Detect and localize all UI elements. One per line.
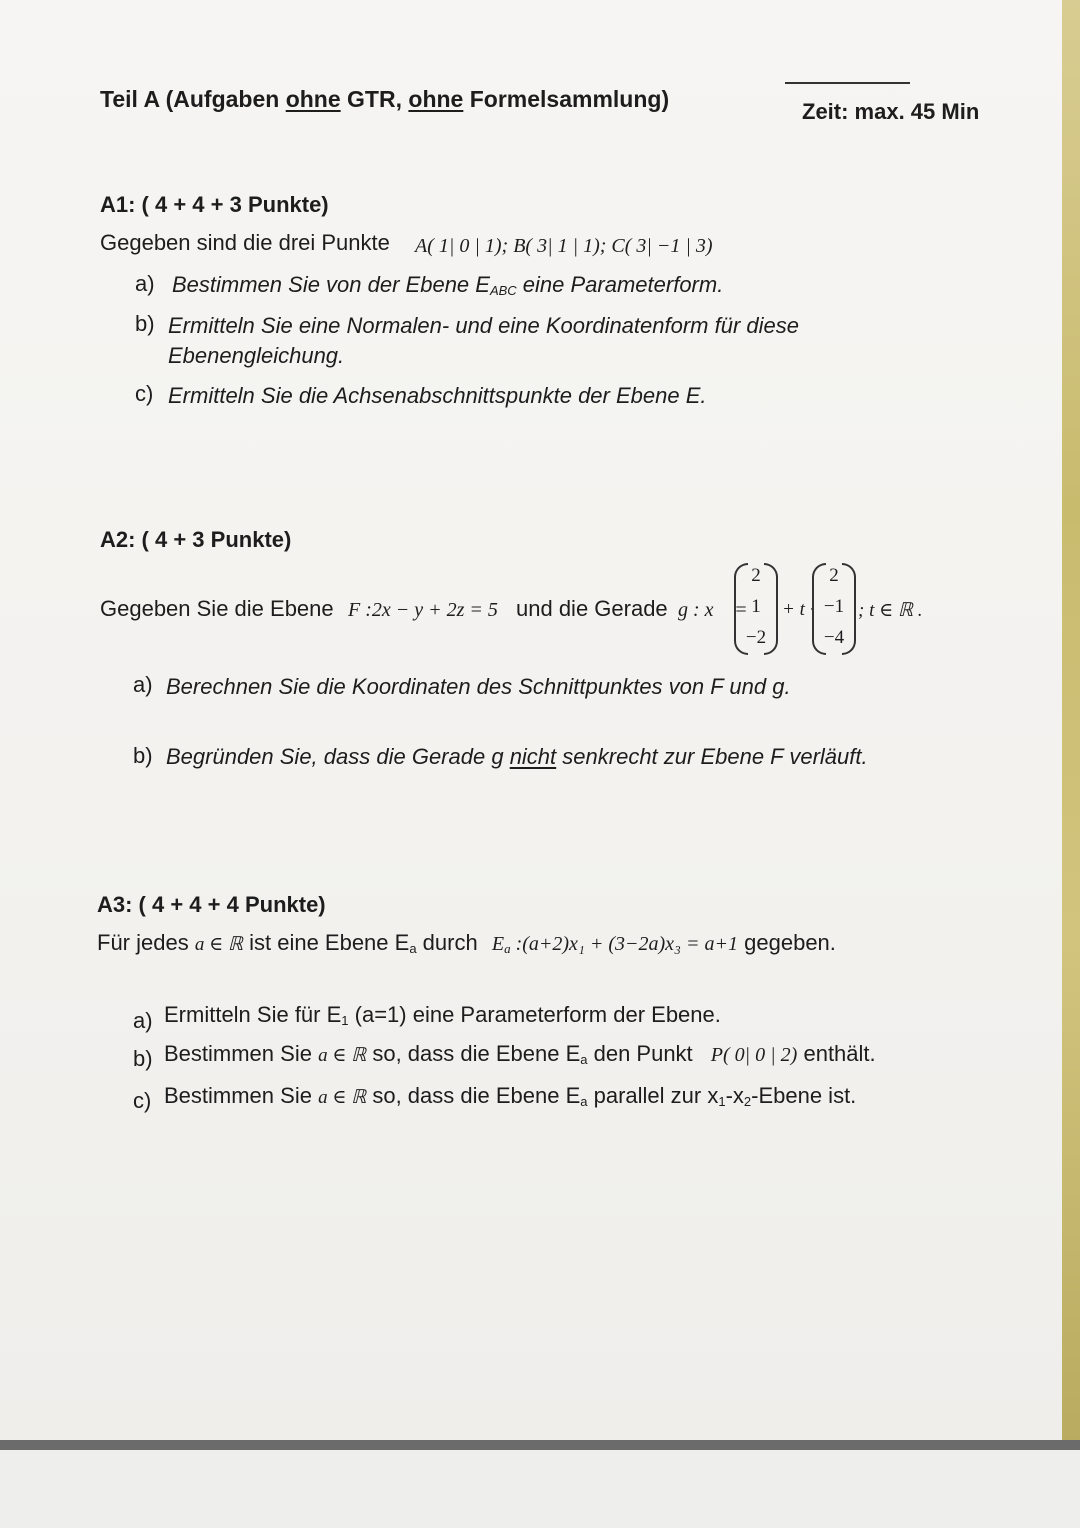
a2-support-vector bbox=[734, 563, 778, 653]
a1-b-text-line2: Ebenengleichung. bbox=[168, 343, 345, 368]
title-underlined-ohne-2: ohne bbox=[408, 86, 464, 112]
a1-points: A( 1| 0 | 1); B( 3| 1 | 1); C( 3| −1 | 3) bbox=[415, 235, 713, 257]
a1-a-label: a) bbox=[135, 271, 155, 296]
a3-b-subscript: a bbox=[580, 1052, 588, 1067]
a2-b-text bbox=[166, 744, 868, 770]
a3-heading: A3: ( 4 + 4 + 4 Punkte) bbox=[97, 892, 326, 917]
a3-intro-end: gegeben. bbox=[744, 930, 836, 955]
a3-c-subscript: 2 bbox=[743, 1094, 752, 1109]
a3-intro-text: durch bbox=[416, 930, 478, 955]
a2-b-label: b) bbox=[133, 743, 153, 768]
vector-entry: −4 bbox=[823, 627, 845, 648]
a3-intro-text: ist eine Ebene E bbox=[249, 930, 410, 955]
a2-b-underlined-nicht: nicht bbox=[509, 744, 557, 769]
a1-a-text-pre: Bestimmen Sie von der Ebene E bbox=[172, 272, 490, 297]
background-surface bbox=[0, 1450, 1080, 1528]
time-limit: Zeit: max. 45 Min bbox=[802, 99, 980, 124]
a3-a-text bbox=[164, 1002, 721, 1028]
title-text: GTR, bbox=[340, 86, 409, 112]
header-rule bbox=[785, 82, 910, 84]
a2-b-text-pre: Begründen Sie, dass die Gerade g bbox=[166, 744, 510, 769]
a3-b-text-mid: so, dass die Ebene E bbox=[372, 1041, 581, 1066]
vector-entry: −2 bbox=[745, 627, 767, 648]
a3-c-math: a ∈ ℝ bbox=[318, 1087, 367, 1108]
a2-plus-t: + t · bbox=[782, 599, 815, 620]
a1-c-text: Ermitteln Sie die Achsenabschnittspunkte der Ebene E. bbox=[168, 383, 707, 408]
a2-a-text: Berechnen Sie die Koordinaten des Schnittpunktes von F und g. bbox=[166, 674, 791, 699]
a3-intro-subscript: a bbox=[409, 941, 417, 956]
vector-entry: 2 bbox=[751, 565, 761, 586]
a2-line-label: g : x⃗ = bbox=[678, 599, 748, 621]
a2-b-text-post: senkrecht zur Ebene F verläuft. bbox=[556, 744, 868, 769]
a3-a-subscript: 1 bbox=[341, 1013, 349, 1028]
a3-c-subscript: 1 bbox=[718, 1094, 726, 1109]
a3-b-label: b) bbox=[133, 1046, 153, 1071]
a3-plane-equation bbox=[492, 933, 738, 955]
a2-direction-vector bbox=[812, 563, 856, 653]
a3-equation-rest: :(a+2)x₁ + (3−2a)x₃ = a+1 bbox=[510, 933, 739, 955]
a3-b-math: a ∈ ℝ bbox=[318, 1045, 367, 1066]
a3-c-text-post: parallel zur x bbox=[587, 1083, 719, 1108]
paper-edge bbox=[1062, 0, 1080, 1445]
a1-b-text-line1: Ermitteln Sie eine Normalen- und eine Koordinatenform für diese bbox=[168, 313, 799, 338]
a2-intro: Gegeben Sie die Ebene bbox=[100, 596, 334, 621]
a1-a-text bbox=[172, 272, 723, 298]
a3-c-text-post: -Ebene ist. bbox=[751, 1083, 857, 1108]
a1-a-subscript: ABC bbox=[489, 283, 517, 298]
a3-b-point: P( 0| 0 | 2) bbox=[710, 1044, 798, 1066]
a3-b-text-end: enthält. bbox=[803, 1041, 876, 1066]
a1-a-text-post: eine Parameterform. bbox=[516, 272, 724, 297]
a2-plane-equation: F :2x − y + 2z = 5 bbox=[348, 599, 498, 621]
a1-c-label: c) bbox=[135, 381, 154, 406]
a3-a-label: a) bbox=[133, 1008, 153, 1033]
a3-c-subscript: a bbox=[580, 1094, 588, 1109]
a3-equation-subscript: a bbox=[504, 941, 511, 956]
a3-a-text-pre: Ermitteln Sie für E bbox=[164, 1002, 342, 1027]
paper-shadow bbox=[0, 1440, 1080, 1450]
a2-und: und die Gerade bbox=[516, 596, 668, 621]
a3-intro-text: Für jedes bbox=[97, 930, 189, 955]
a3-c-text bbox=[164, 1083, 856, 1109]
a3-c-text-mid: so, dass die Ebene E bbox=[372, 1083, 581, 1108]
a3-c-text-post: -x bbox=[725, 1083, 744, 1108]
a3-c-label: c) bbox=[133, 1088, 152, 1113]
a2-parameter-range: ; t ∈ ℝ . bbox=[858, 600, 923, 621]
a1-b-label: b) bbox=[135, 311, 155, 336]
title-text: Teil A (Aufgaben bbox=[100, 86, 286, 112]
a2-heading: A2: ( 4 + 3 Punkte) bbox=[100, 527, 292, 552]
page-title bbox=[100, 86, 669, 113]
vector-entry: −1 bbox=[823, 596, 845, 617]
title-underlined-ohne-1: ohne bbox=[285, 86, 341, 112]
a3-equation-e: E bbox=[491, 933, 505, 955]
a3-a-text-post: (a=1) eine Parameterform der Ebene. bbox=[348, 1002, 721, 1027]
vector-entry: 2 bbox=[829, 565, 839, 586]
a3-b-text bbox=[164, 1041, 876, 1067]
vector-entry: 1 bbox=[751, 596, 761, 617]
a3-intro-math: a ∈ ℝ bbox=[194, 934, 243, 955]
title-text: Formelsammlung) bbox=[463, 86, 670, 112]
a3-intro bbox=[97, 930, 836, 957]
a2-a-label: a) bbox=[133, 672, 153, 697]
a3-c-text-pre: Bestimmen Sie bbox=[164, 1083, 312, 1108]
a3-b-text-mid: den Punkt bbox=[587, 1041, 693, 1066]
a3-b-text-pre: Bestimmen Sie bbox=[164, 1041, 312, 1066]
a1-heading: A1: ( 4 + 4 + 3 Punkte) bbox=[100, 192, 329, 217]
a1-intro: Gegeben sind die drei Punkte bbox=[100, 230, 390, 255]
